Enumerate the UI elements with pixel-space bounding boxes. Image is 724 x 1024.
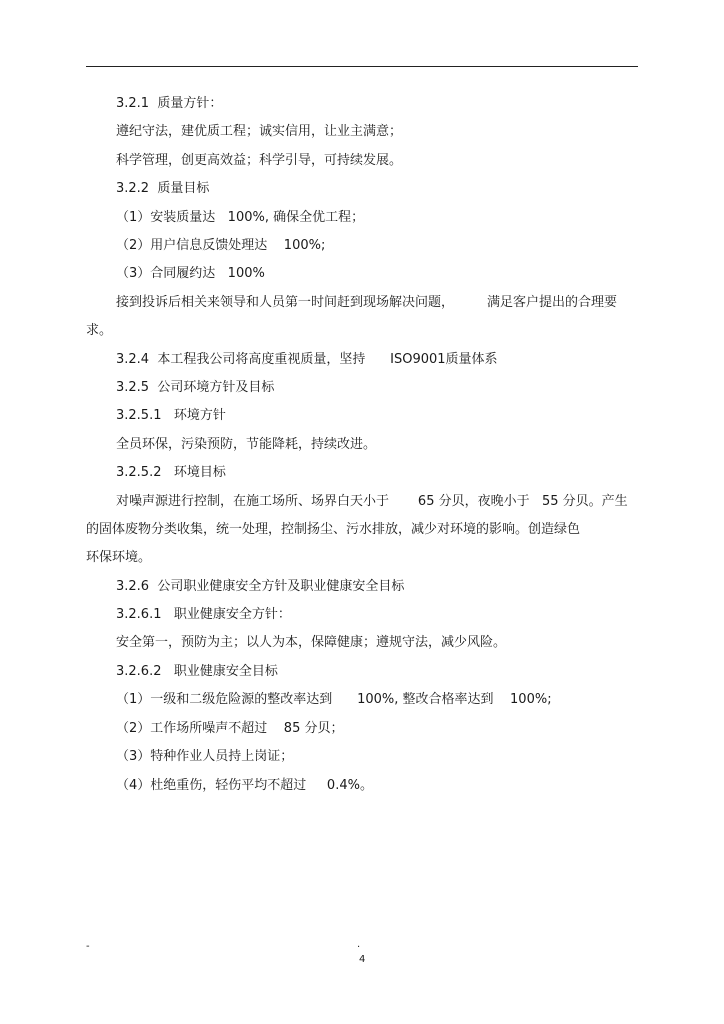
heading-3-2-6: 3.2.6 公司职业健康安全方针及职业健康安全目标 [116, 579, 405, 594]
heading-3-2-5-1: 3.2.5.1 环境方针 [116, 408, 226, 423]
heading-3-2-4: 3.2.4 本工程我公司将高度重视质量，坚持 ISO9001质量体系 [116, 352, 498, 367]
heading-3-2-5-2: 3.2.5.2 环境目标 [116, 465, 226, 480]
footer-dot: . [357, 939, 361, 950]
heading-3-2-2: 3.2.2 质量目标 [116, 181, 210, 196]
list-item-quality-3: （3）合同履约达 100% [116, 266, 265, 281]
list-item-ohs-4: （4）杜绝重伤，轻伤平均不超过 0.4%。 [116, 778, 373, 793]
paragraph-ohs-policy: 安全第一，预防为主；以人为本，保障健康；遵规守法，减少风险。 [116, 635, 507, 650]
header-rule [86, 66, 638, 67]
footer-dash: - [86, 941, 90, 952]
paragraph-env-target-2: 的固体废物分类收集，统一处理，控制扬尘、污水排放，减少对环境的影响。创造绿色 [86, 522, 581, 537]
paragraph-quality-policy-1: 遵纪守法，建优质工程；诚实信用，让业主满意； [116, 124, 403, 139]
list-item-ohs-2: （2）工作场所噪声不超过 85 分贝； [116, 721, 344, 736]
list-item-quality-1: （1）安装质量达 100%, 确保全优工程； [116, 210, 365, 225]
paragraph-quality-policy-2: 科学管理，创更高效益；科学引导，可持续发展。 [116, 153, 403, 168]
heading-3-2-6-2: 3.2.6.2 职业健康安全目标 [116, 664, 278, 679]
paragraph-env-policy: 全员环保，污染预防，节能降耗，持续改进。 [116, 437, 377, 452]
page-number: 4 [359, 954, 366, 965]
list-item-ohs-3: （3）特种作业人员持上岗证； [116, 749, 294, 764]
list-item-ohs-1: （1）一级和二级危险源的整改率达到 100%, 整改合格率达到 100%; [116, 692, 552, 707]
paragraph-env-target-3: 环保环境。 [86, 550, 152, 565]
list-item-quality-2: （2）用户信息反馈处理达 100%; [116, 238, 326, 253]
paragraph-env-target-1: 对噪声源进行控制，在施工场所、场界白天小于 65 分贝，夜晚小于 55 分贝。产生 [116, 494, 628, 509]
paragraph-complaint-cont: 求。 [86, 323, 113, 338]
heading-3-2-1: 3.2.1 质量方针： [116, 96, 223, 111]
heading-3-2-5: 3.2.5 公司环境方针及目标 [116, 380, 275, 395]
paragraph-complaint: 接到投诉后相关来领导和人员第一时间赶到现场解决问题， 满足客户提出的合理要 [116, 295, 618, 310]
heading-3-2-6-1: 3.2.6.1 职业健康安全方针： [116, 607, 291, 622]
